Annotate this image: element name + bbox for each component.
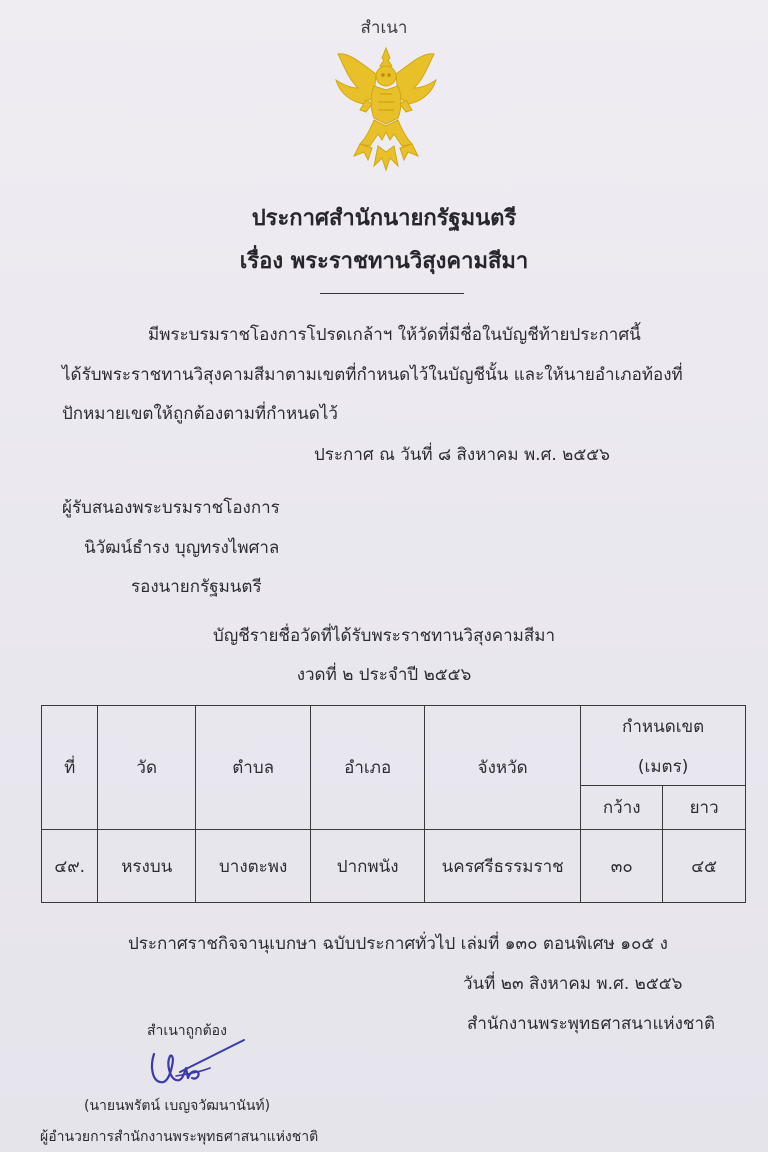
handwritten-signature <box>140 1032 250 1092</box>
header-district: อำเภอ <box>311 706 425 830</box>
certified-copy-label: สำเนาถูกต้อง <box>147 1023 227 1039</box>
temple-table <box>41 705 746 903</box>
header-subdistrict: ตำบล <box>196 706 311 830</box>
signer-name: (นายนพรัตน์ เบญจวัฒนานันท์) <box>84 1098 271 1114</box>
paragraph-line-1: มีพระบรมราชโองการโปรดเกล้าฯ ให้วัดที่มีชื่อในบัญชีท้ายประกาศนี้ <box>148 325 641 345</box>
paragraph-line-3: ปักหมายเขตให้ถูกต้องตามที่กำหนดไว้ <box>62 404 338 424</box>
title-line-1: ประกาศสำนักนายกรัฐมนตรี <box>251 206 517 231</box>
paragraph-line-2: ได้รับพระราชทานวิสุงคามสีมาตามเขตที่กำหนดไว้ในบัญชีนั้น และให้นายอำเภอท้องที่ <box>62 365 683 385</box>
row-no: ๔๙. <box>42 830 98 903</box>
list-subtitle: งวดที่ ๒ ประจำปี ๒๕๕๖ <box>296 665 472 685</box>
row-width: ๓๐ <box>581 830 663 903</box>
list-title: บัญชีรายชื่อวัดที่ได้รับพระราชทานวิสุงคามสีมา <box>212 626 556 646</box>
header-temple: วัด <box>98 706 196 830</box>
header-unit: (เมตร) <box>581 748 746 786</box>
title-line-2: เรื่อง พระราชทานวิสุงคามสีมา <box>239 249 529 274</box>
gazette-line: ประกาศราชกิจจานุเบกษา ฉบับประกาศทั่วไป เล่มที่ ๑๓๐ ตอนพิเศษ ๑๐๕ ง <box>128 934 668 954</box>
row-province: นครศรีธรรมราช <box>425 830 581 903</box>
countersign-label: ผู้รับสนองพระบรมราชโองการ <box>62 498 280 518</box>
row-district: ปากพนัง <box>311 830 425 903</box>
announce-date: ประกาศ ณ วันที่ ๘ สิงหาคม พ.ศ. ๒๕๕๖ <box>314 445 610 465</box>
gazette-date: วันที่ ๒๓ สิงหาคม พ.ศ. ๒๕๕๖ <box>463 974 683 994</box>
row-temple: หรงบน <box>98 830 196 903</box>
header-province: จังหวัด <box>425 706 581 830</box>
row-length: ๔๕ <box>663 830 746 903</box>
title-divider <box>320 293 464 294</box>
garuda-emblem <box>330 44 442 176</box>
copy-label: สำเนา <box>360 18 408 38</box>
office-name: สำนักงานพระพุทธศาสนาแห่งชาติ <box>467 1014 716 1034</box>
row-subdistrict: บางตะพง <box>196 830 311 903</box>
header-no: ที่ <box>42 706 98 830</box>
header-length: ยาว <box>663 786 746 830</box>
table-row <box>42 830 746 903</box>
countersign-position: รองนายกรัฐมนตรี <box>131 577 262 597</box>
countersign-name: นิวัฒน์ธำรง บุญทรงไพศาล <box>84 538 280 558</box>
header-width: กว้าง <box>581 786 663 830</box>
header-boundary: กำหนดเขต <box>581 706 746 748</box>
signer-position: ผู้อำนวยการสำนักงานพระพุทธศาสนาแห่งชาติ <box>40 1129 319 1145</box>
